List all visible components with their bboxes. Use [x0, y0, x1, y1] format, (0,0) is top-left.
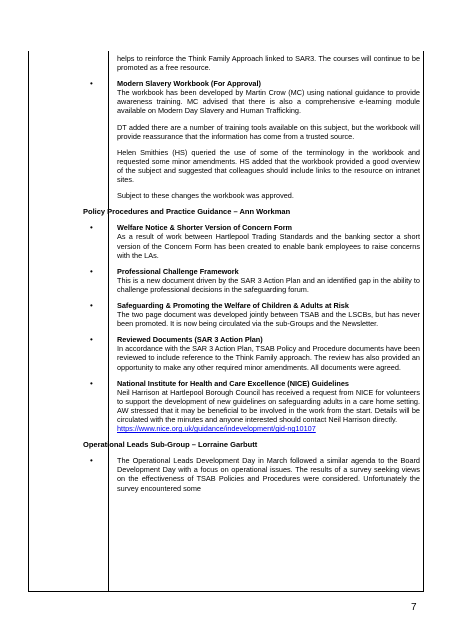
policy-item-title: Welfare Notice & Shorter Version of Concern Form	[117, 223, 293, 233]
bullet-icon: •	[90, 456, 93, 466]
policy-item-body: As a result of work between Hartlepool Trading Standards and the banking sector a short version of the Concern Form has been created to enable bank employees to raise concerns with the LAs.	[117, 232, 420, 260]
policy-item-title: Reviewed Documents (SAR 3 Action Plan)	[117, 335, 263, 345]
modern-slavery-para-4: Subject to these changes the workbook was approved.	[117, 191, 294, 201]
operational-item-body: The Operational Leads Development Day in March followed a similar agenda to the Board Development Day with a focus on operational issues. The results of a survey seeking views on the effectiveness of TSAB Policies and Procedures were considered. Unfortunately the survey encountered some	[117, 456, 420, 493]
bullet-icon: •	[90, 335, 93, 345]
policy-item	[83, 379, 420, 434]
modern-slavery-para-1: The workbook has been developed by Martin Crow (MC) using national guidance to provide awareness training. MC advised that there is also a comprehensive e-learning module available on Modern Day Slavery and Human Trafficking.	[117, 88, 420, 116]
policy-item-title: Safeguarding & Promoting the Welfare of Children & Adults at Risk	[117, 300, 349, 310]
policy-item	[83, 301, 420, 328]
policy-item-title: National Institute for Health and Care Excellence (NICE) Guidelines	[117, 378, 349, 388]
policy-item	[83, 267, 420, 294]
bullet-icon: •	[90, 300, 93, 310]
bullet-icon: •	[90, 266, 93, 276]
modern-slavery-item	[83, 79, 420, 200]
policy-item-title: Professional Challenge Framework	[117, 266, 239, 276]
policy-item	[83, 335, 420, 371]
policy-section-heading: Policy Procedures and Practice Guidance – Ann Workman	[83, 207, 291, 217]
operational-item	[83, 456, 420, 492]
intro-paragraph: helps to reinforce the Think Family Approach linked to SAR3. The courses will continue to be promoted as a free resource.	[117, 54, 420, 73]
policy-item-body: Neil Harrison at Hartlepool Borough Council has received a request from NICE for volunteers to support the development of new guidelines on safeguarding adults in a care home setting. AW stressed that it may be beneficial to be involved in the work from the start. Details will be circulated with the minutes and anyone interested should contact Neil Harrison directly.	[117, 387, 420, 424]
nice-guidance-link[interactable]: https://www.nice.org.uk/guidance/indevelopment/gid-ng10107	[117, 424, 316, 434]
modern-slavery-para-2: DT added there are a number of training tools available on this subject, but the workbook will provide reassurance that the information has come from a trusted source.	[117, 122, 420, 141]
operational-section-heading: Operational Leads Sub-Group – Lorraine Garbutt	[83, 440, 258, 450]
modern-slavery-title: Modern Slavery Workbook (For Approval)	[117, 79, 261, 89]
bullet-icon: •	[90, 223, 93, 233]
policy-item-body: The two page document was developed jointly between TSAB and the LSCBs, but has never been promoted. It is now being circulated via the sub-Groups and the Newsletter.	[117, 310, 420, 329]
policy-item-body: In accordance with the SAR 3 Action Plan, TSAB Policy and Procedure documents have been reviewed to include reference to the Think Family approach. The review has also provided an opportunity to make any other required minor amendments. All documents were agreed.	[117, 344, 420, 372]
modern-slavery-para-3: Helen Smithies (HS) queried the use of some of the terminology in the workbook and requested some minor amendments. HS added that the workbook provided a good overview of the subject and suggested that colleagues should include links to the resource on intranet sites.	[117, 147, 420, 185]
bullet-icon: •	[90, 378, 93, 388]
policy-item	[83, 223, 420, 259]
bullet-icon: •	[90, 79, 93, 89]
policy-item-body: This is a new document driven by the SAR 3 Action Plan and an identified gap in the ability to challenge professional decisions in the safeguarding forum.	[117, 275, 420, 294]
minutes-content	[83, 54, 420, 493]
page-number: 7	[411, 602, 417, 613]
